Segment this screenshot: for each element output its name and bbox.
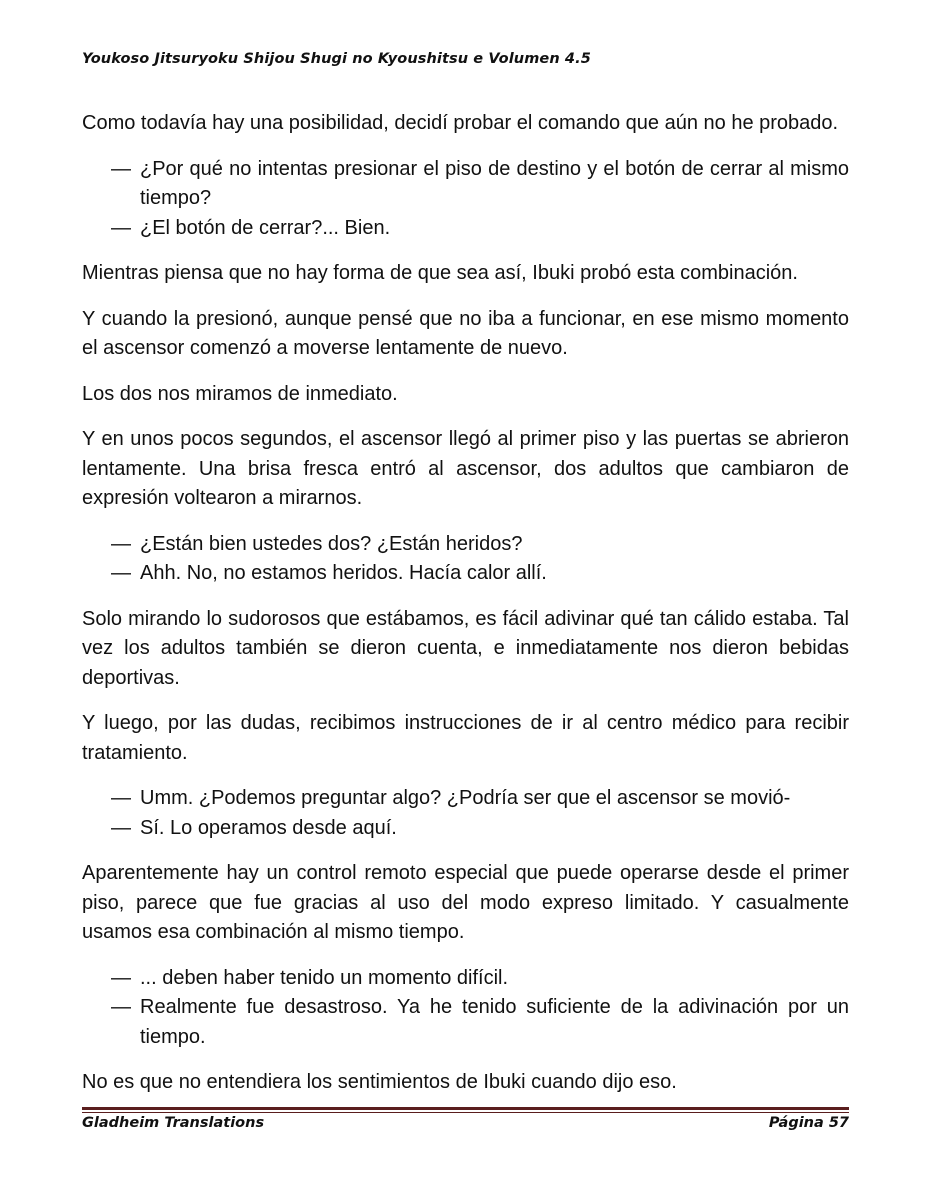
- paragraph: Y cuando la presionó, aunque pensé que no iba a funcionar, en ese mismo momento el ascensor comenzó a moverse lentamente de nuevo.: [82, 307, 849, 359]
- paragraph: Mientras piensa que no hay forma de que sea así, Ibuki probó esta combinación.: [82, 262, 798, 284]
- dialogue-text: ¿Por qué no intentas presionar el piso de destino y el botón de cerrar al mismo tiempo?: [140, 157, 849, 209]
- dialogue-text: Umm. ¿Podemos preguntar algo? ¿Podría ser que el ascensor se movió-: [140, 787, 791, 809]
- dialogue-text: ... deben haber tenido un momento difícil.: [140, 966, 509, 989]
- dialogue-text: Sí. Lo operamos desde aquí.: [140, 816, 397, 839]
- em-dash: —: [111, 996, 131, 1018]
- dialogue-line: [82, 784, 849, 814]
- dialogue-line: [82, 814, 849, 844]
- em-dash: —: [111, 787, 131, 809]
- dialogue-line: [82, 964, 849, 994]
- running-header: Youkoso Jitsuryoku Shijou Shugi no Kyoushitsu e Volumen 4.5: [82, 51, 591, 67]
- page-number: Página 57: [768, 1115, 849, 1131]
- page-body: [82, 109, 849, 1114]
- dialogue-block: [82, 155, 849, 244]
- paragraph: Como todavía hay una posibilidad, decidí probar el comando que aún no he probado.: [82, 112, 839, 134]
- dialogue-line: [82, 993, 849, 1052]
- paragraph: No es que no entendiera los sentimientos de Ibuki cuando dijo eso.: [82, 1071, 677, 1093]
- dialogue-line: [82, 214, 849, 244]
- dialogue-text: Realmente fue desastroso. Ya he tenido suficiente de la adivinación por un tiempo.: [140, 996, 849, 1048]
- footer-translator: Gladheim Translations: [82, 1115, 265, 1131]
- em-dash: —: [111, 816, 131, 839]
- paragraph: Y en unos pocos segundos, el ascensor llegó al primer piso y las puertas se abrieron lentamente. Una brisa fresca entró al ascensor, dos adultos que cambiaron de expresión voltearon a mirarnos.: [82, 428, 849, 509]
- dialogue-block: [82, 964, 849, 1053]
- paragraph: Y luego, por las dudas, recibimos instrucciones de ir al centro médico para recibir tratamiento.: [82, 712, 849, 764]
- paragraph: Solo mirando lo sudorosos que estábamos, es fácil adivinar qué tan cálido estaba. Tal vez los adultos también se dieron cuenta, e inmediatamente nos dieron bebidas deportivas.: [82, 607, 849, 689]
- dialogue-block: [82, 530, 849, 589]
- em-dash: —: [111, 216, 131, 239]
- em-dash: —: [111, 966, 131, 989]
- dialogue-line: [82, 559, 849, 589]
- dialogue-text: ¿Están bien ustedes dos? ¿Están heridos?: [140, 532, 523, 555]
- footer-rule-thin: [82, 1112, 849, 1113]
- paragraph: Aparentemente hay un control remoto especial que puede operarse desde el primer piso, parece que fue gracias al uso del modo expreso limitado. Y casualmente usamos esa combinación al mismo tiempo.: [82, 862, 849, 943]
- dialogue-text: Ahh. No, no estamos heridos. Hacía calor allí.: [140, 562, 547, 584]
- em-dash: —: [111, 157, 131, 180]
- dialogue-line: [82, 155, 849, 214]
- dialogue-text: ¿El botón de cerrar?... Bien.: [140, 216, 391, 239]
- em-dash: —: [111, 562, 131, 584]
- paragraph: Los dos nos miramos de inmediato.: [82, 382, 398, 405]
- em-dash: —: [111, 532, 131, 555]
- dialogue-block: [82, 784, 849, 843]
- dialogue-line: [82, 530, 849, 560]
- footer-rule-thick: [82, 1107, 849, 1110]
